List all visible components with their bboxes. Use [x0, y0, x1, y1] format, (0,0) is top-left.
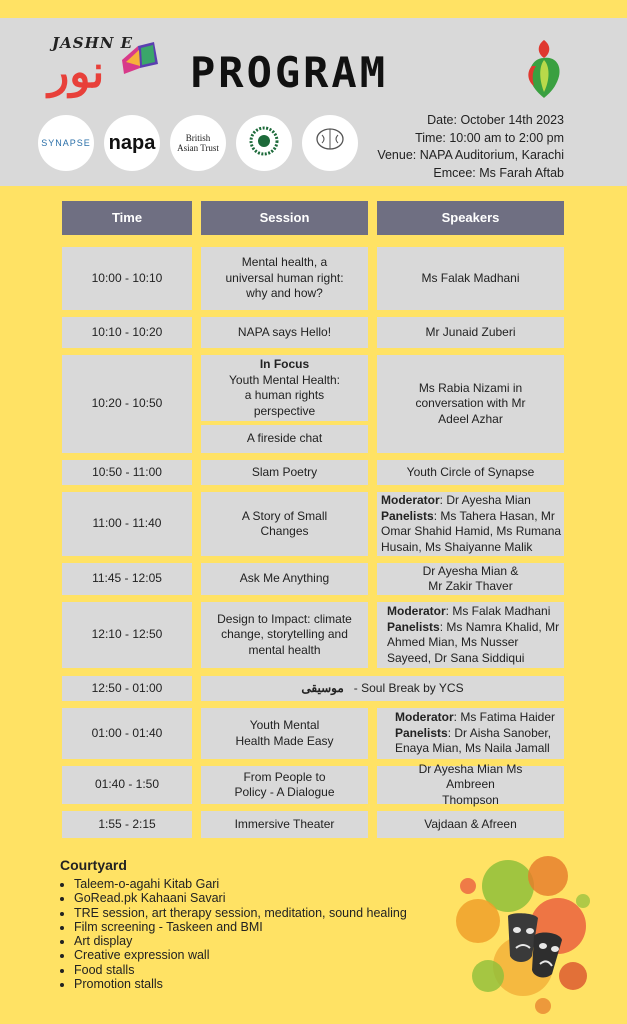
soul-break-cell — [201, 676, 564, 701]
list-item: • Food stalls — [74, 963, 407, 977]
page-title: PROGRAM — [190, 48, 389, 97]
session-urdu-text: موسیقی — [301, 680, 344, 695]
session-cell — [201, 355, 368, 421]
session-text: - Soul Break by YCS — [353, 680, 464, 695]
list-item: • Film screening - Taskeen and BMI — [74, 920, 407, 934]
session-cell: Youth Mental Health Made Easy — [201, 708, 368, 759]
time-cell: 10:10 - 10:20 — [62, 317, 192, 348]
time-column-header: Time — [62, 201, 192, 235]
speakers-cell: Moderator: Dr Ayesha Mian Panelists: Ms Tahera Hasan, Mr Omar Shahid Hamid, Ms Rumana Husain, Ms Shaiyanne Malik — [377, 492, 564, 556]
time-cell: 11:00 - 11:40 — [62, 492, 192, 556]
session-column-header: Session — [201, 201, 368, 235]
list-item: • Art display — [74, 934, 407, 948]
list-item: • Promotion stalls — [74, 977, 407, 991]
session-cell: A fireside chat — [201, 425, 368, 453]
time-cell: 12:10 - 12:50 — [62, 602, 192, 668]
event-time: Time: 10:00 am to 2:00 pm — [415, 130, 564, 145]
theater-masks-icon — [448, 846, 598, 1016]
time-cell: 01:40 - 1:50 — [62, 766, 192, 804]
speakers-cell: Moderator: Ms Fatima Haider Panelists: Dr Aisha Sanober, Enaya Mian, Ms Naila Jamall — [377, 708, 564, 759]
aga-khan-university-logo — [236, 115, 292, 171]
speakers-cell: Dr Ayesha Mian Ms Ambreen Thompson — [377, 766, 564, 804]
event-venue: Venue: NAPA Auditorium, Karachi — [377, 148, 564, 162]
session-cell: Slam Poetry — [201, 460, 368, 485]
event-emcee: Emcee: Ms Farah Aftab — [433, 165, 564, 180]
list-item: • TRE session, art therapy session, meditation, sound healing — [74, 906, 407, 920]
session-cell: Immersive Theater — [201, 811, 368, 838]
session-cell: NAPA says Hello! — [201, 317, 368, 348]
courtyard-title: Courtyard — [60, 857, 127, 873]
courtyard-section — [60, 857, 407, 991]
aga-khan-seal-icon — [244, 123, 284, 163]
bird-logo-icon — [522, 36, 566, 102]
speakers-cell: Ms Rabia Nizami in conversation with Mr Adeel Azhar — [377, 355, 564, 453]
speakers-cell: Ms Falak Madhani — [377, 247, 564, 310]
brain-icon — [310, 123, 350, 163]
header-band — [0, 18, 627, 186]
speakers-cell: Mr Junaid Zuberi — [377, 317, 564, 348]
brand-main-text: نور — [48, 47, 105, 98]
napa-logo: napa — [104, 115, 160, 171]
brand-top-text: JASHN E — [52, 34, 134, 52]
speakers-cell: Vajdaan & Afreen — [377, 811, 564, 838]
event-details — [377, 112, 564, 182]
list-item: • Creative expression wall — [74, 948, 407, 962]
courtyard-list — [60, 877, 407, 991]
session-cell: Ask Me Anything — [201, 563, 368, 595]
time-cell: 1:55 - 2:15 — [62, 811, 192, 838]
session-text: Youth Mental Health: a human rights perspective — [229, 372, 340, 418]
session-cell: A Story of Small Changes — [201, 492, 368, 556]
time-cell: 11:45 - 12:05 — [62, 563, 192, 595]
speakers-cell: Moderator: Ms Falak Madhani Panelists: Ms Namra Khalid, Mr Ahmed Mian, Ms Nusser Sayeed, Dr Sana Siddiqui — [377, 602, 564, 668]
session-cell: Mental health, a universal human right: why and how? — [201, 247, 368, 310]
time-cell: 10:00 - 10:10 — [62, 247, 192, 310]
session-heading: In Focus — [259, 357, 310, 371]
jashn-e-noor-logo — [44, 34, 164, 114]
time-cell: 01:00 - 01:40 — [62, 708, 192, 759]
list-item: • Taleem-o-agahi Kitab Gari — [74, 877, 407, 891]
time-cell: 10:50 - 11:00 — [62, 460, 192, 485]
speakers-cell: Dr Ayesha Mian & Mr Zakir Thaver — [377, 563, 564, 595]
time-cell: 10:20 - 10:50 — [62, 355, 192, 453]
session-cell: Design to Impact: climate change, storytelling and mental health — [201, 602, 368, 668]
time-cell: 12:50 - 01:00 — [62, 676, 192, 701]
brain-mind-institute-logo — [302, 115, 358, 171]
list-item: • GoRead.pk Kahaani Savari — [74, 891, 407, 905]
synapse-logo: SYNAPSE — [38, 115, 94, 171]
event-date: Date: October 14th 2023 — [427, 113, 564, 127]
speakers-cell: Youth Circle of Synapse — [377, 460, 564, 485]
speakers-column-header: Speakers — [377, 201, 564, 235]
session-cell: From People to Policy - A Dialogue — [201, 766, 368, 804]
book-icon — [118, 38, 162, 78]
british-asian-trust-logo: British Asian Trust — [170, 115, 226, 171]
